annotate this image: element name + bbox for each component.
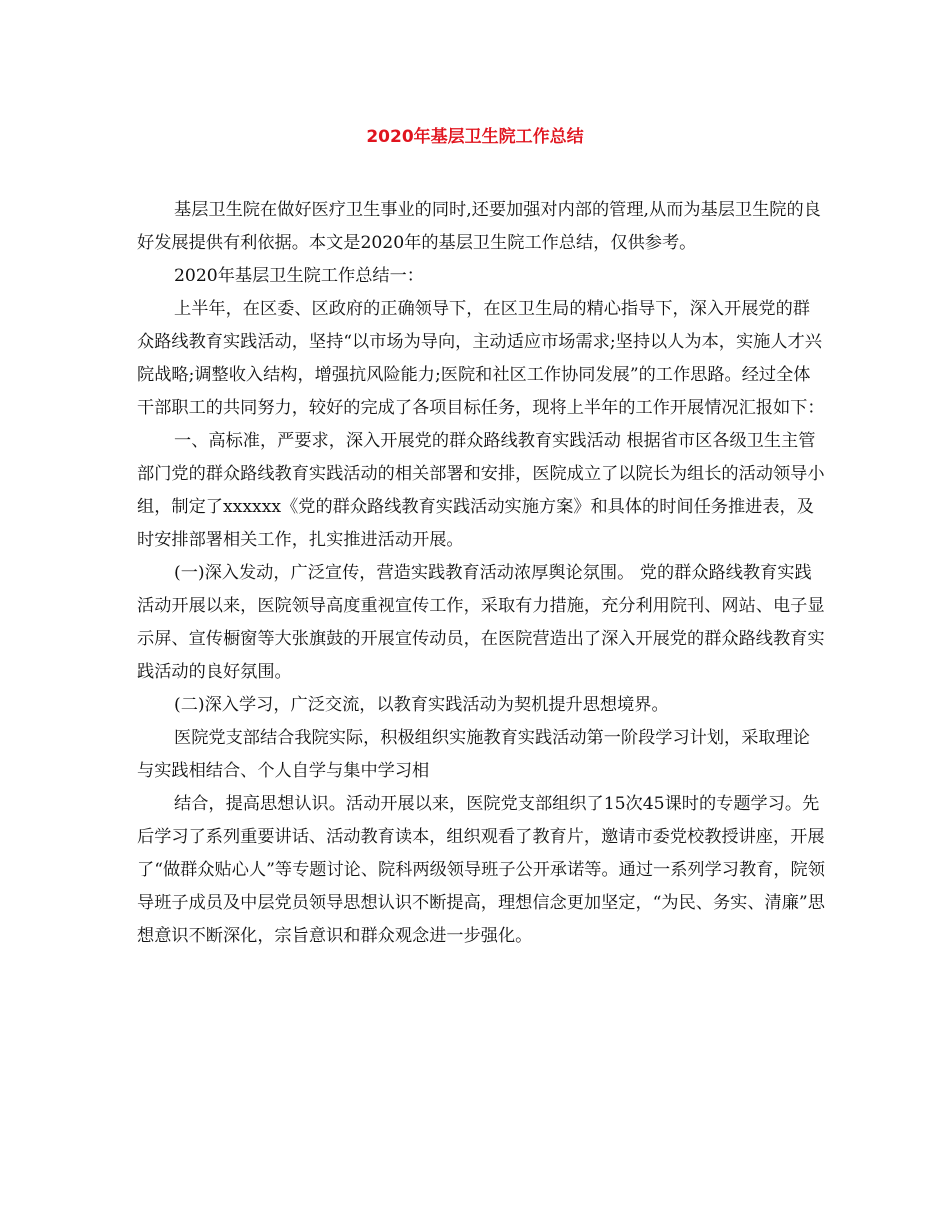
paragraph-overview: 上半年，在区委、区政府的正确领导下，在区卫生局的精心指导下，深入开展党的群众路线教育实践活动，坚持“以市场为导向，主动适应市场需求;坚持以人为本，实施人才兴院战略;调整收入结构，增强抗风险能力;医院和社区工作协同发展”的工作思路。经过全体干部职工的共同努力，较好的完成了各项目标任务，现将上半年的工作开展情况汇报如下：: [137, 299, 825, 418]
paragraph-subsection-two-heading: (二)深入学习，广泛交流，以教育实践活动为契机提升思想境界。: [174, 695, 669, 715]
paragraph-section-one: 一、高标准，严要求，深入开展党的群众路线教育实践活动 根据省市区各级卫生主管部门党的群众路线教育实践活动的相关部署和安排，医院成立了以院长为组长的活动领导小组，制定了xxxxxx《党的群众路线教育实践活动实施方案》和具体的时间任务推进表，及时安排部署相关工作，扎实推进活动开展。: [137, 431, 825, 550]
document-title: 2020年基层卫生院工作总结: [366, 127, 584, 147]
document-body: [137, 194, 827, 953]
paragraph-subtitle: 2020年基层卫生院工作总结一：: [174, 266, 424, 286]
paragraph-study-results: 结合，提高思想认识。活动开展以来，医院党支部组织了15次45课时的专题学习。先后学习了系列重要讲话、活动教育读本，组织观看了教育片，邀请市委党校教授讲座，开展了“做群众贴心人”等专题讨论、院科两级领导班子公开承诺等。通过一系列学习教育，院领导班子成员及中层党员领导思想认识不断提高，理想信念更加坚定，“为民、务实、清廉”思想意识不断深化，宗旨意识和群众观念进一步强化。: [137, 794, 825, 946]
paragraph-subsection-one: (一)深入发动，广泛宣传，营造实践教育活动浓厚舆论氛围。 党的群众路线教育实践活动开展以来，医院领导高度重视宣传工作，采取有力措施，充分利用院刊、网站、电子显示屏、宣传橱窗等大张旗鼓的开展宣传动员，在医院营造出了深入开展党的群众路线教育实践活动的良好氛围。: [137, 563, 825, 682]
paragraph-intro: 基层卫生院在做好医疗卫生事业的同时,还要加强对内部的管理,从而为基层卫生院的良好发展提供有利依据。本文是2020年的基层卫生院工作总结，仅供参考。: [137, 200, 821, 253]
paragraph-study-plan: 医院党支部结合我院实际，积极组织实施教育实践活动第一阶段学习计划，采取理论与实践相结合、个人自学与集中学习相: [137, 728, 810, 781]
